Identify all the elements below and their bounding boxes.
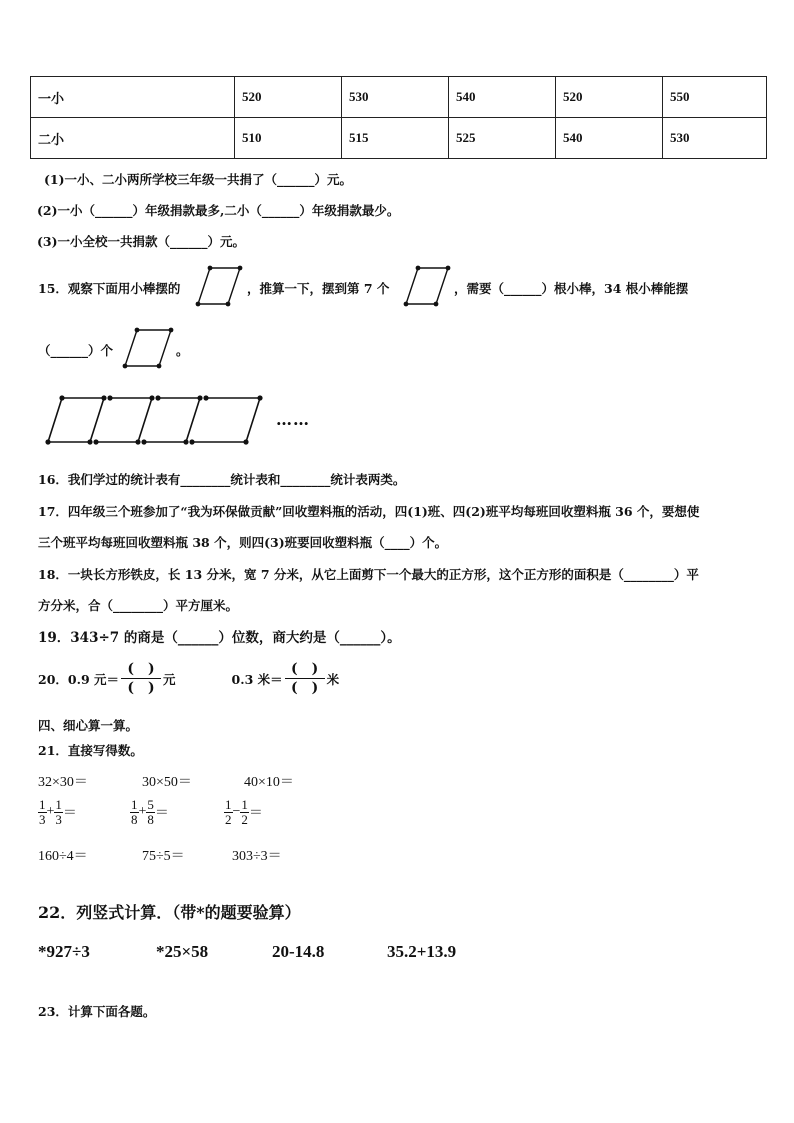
fraction-blank-denominator: ( ) [291,680,319,696]
row-label: 一小 [31,77,235,118]
fraction [38,798,47,826]
q23: 23．计算下面各题。 [38,1004,156,1019]
q14-sub3: (3)一小全校一共捐款（______）元。 [37,234,246,249]
fraction-blank-numerator: ( ) [121,660,161,679]
stick-pattern-figure [40,392,280,448]
fraction-blank [121,660,161,697]
q15-part5: 。 [176,343,189,358]
fraction-blank-numerator: ( ) [285,660,325,679]
q18-line1: 18．一块长方形铁皮，长 13 分米，宽 7 分米，从它上面剪下一个最大的正方形，这个正方形的面积是（________）平 [38,567,699,582]
q14-sub1: (1)一小、二小两所学校三年级一共捐了（______）元。 [44,172,353,187]
equals: ＝ [248,806,263,822]
q20-a-left: 0.9 元＝ [67,671,120,687]
q20-b-unit: 米 [326,671,340,687]
numerator: 5 [147,797,154,812]
q20-b-left: 0.3 米＝ [231,671,283,687]
table-cell: 525 [449,118,556,159]
q18-line2: 方分米，合（________）平方厘米。 [38,598,239,613]
numerator: 1 [131,797,138,812]
denominator: 8 [147,811,154,827]
calc-item [38,798,77,826]
operator: − [232,804,241,820]
vertical-calc-item: *927÷3 [38,942,90,961]
equals: ＝ [154,806,169,822]
denominator: 2 [225,811,232,827]
q15-part3: ，需要（______）根小棒，34 根小棒能摆 [454,281,689,296]
q15-part2: ，推算一下，摆到第 7 个 [247,281,390,296]
table-row [31,118,767,159]
q19: 19．343÷7 的商是（______）位数，商大约是（______）。 [38,630,401,646]
operator: + [46,804,55,820]
q17-line2: 三个班平均每班回收塑料瓶 38 个，则四(3)班要回收塑料瓶（____）个。 [38,535,448,550]
equals: ＝ [62,806,77,822]
fraction [54,798,63,826]
calc-item: 32×30＝ [38,775,88,790]
calc-item: 160÷4＝ [38,849,88,864]
table-cell: 540 [449,77,556,118]
donation-table [30,76,767,159]
fraction-blank [285,660,325,697]
table-cell: 550 [663,77,767,118]
calc-item [224,798,263,826]
q20-label: 20． [38,671,68,687]
table-cell: 520 [556,77,663,118]
operator: + [138,804,147,820]
table-cell: 530 [342,77,449,118]
q17-line1: 17．四年级三个班参加了“我为环保做贡献”回收塑料瓶的活动，四(1)班、四(2)班平均每班回收塑料瓶 36 个，要想使 [38,504,700,519]
fraction [224,798,233,826]
numerator: 1 [55,797,62,812]
q15-part1: 15．观察下面用小棒摆的 [38,281,181,296]
q15-part4: （______）个 [38,343,114,358]
parallelogram-figure [119,326,179,370]
denominator: 2 [241,811,248,827]
vertical-calc-item: 20-14.8 [272,942,325,961]
numerator: 1 [241,797,248,812]
calc-item: 40×10＝ [244,775,294,790]
table-row [31,77,767,118]
table-cell: 515 [342,118,449,159]
table-cell: 530 [663,118,767,159]
q14-sub2: (2)一小（______）年级捐款最多,二小（______）年级捐款最少。 [37,203,400,218]
numerator: 1 [39,797,46,812]
denominator: 3 [55,811,62,827]
denominator: 3 [39,811,46,827]
table-cell: 540 [556,118,663,159]
vertical-calc-item: *25×58 [156,942,209,961]
numerator: 1 [225,797,232,812]
calc-item: 303÷3＝ [232,849,282,864]
calc-item: 30×50＝ [142,775,192,790]
vertical-calc-item: 35.2+13.9 [387,942,457,961]
calc-item: 75÷5＝ [142,849,185,864]
row-label: 二小 [31,118,235,159]
parallelogram-figure [190,264,246,308]
q16: 16．我们学过的统计表有________统计表和________统计表两类。 [38,472,406,487]
parallelogram-figure [398,264,454,308]
table-cell: 520 [235,77,342,118]
q22-title: 22．列竖式计算．（带*的题要验算） [38,903,301,922]
q21-title: 21．直接写得数。 [38,743,143,758]
fraction-blank-denominator: ( ) [127,680,155,696]
denominator: 8 [131,811,138,827]
q20-a-unit: 元 [163,671,176,687]
fraction [240,798,249,826]
ellipsis: …… [276,410,310,429]
section-heading: 四、细心算一算。 [38,718,139,733]
table-cell: 510 [235,118,342,159]
calc-item [130,798,169,826]
fraction [146,798,155,826]
fraction [130,798,139,826]
q20 [38,660,339,697]
